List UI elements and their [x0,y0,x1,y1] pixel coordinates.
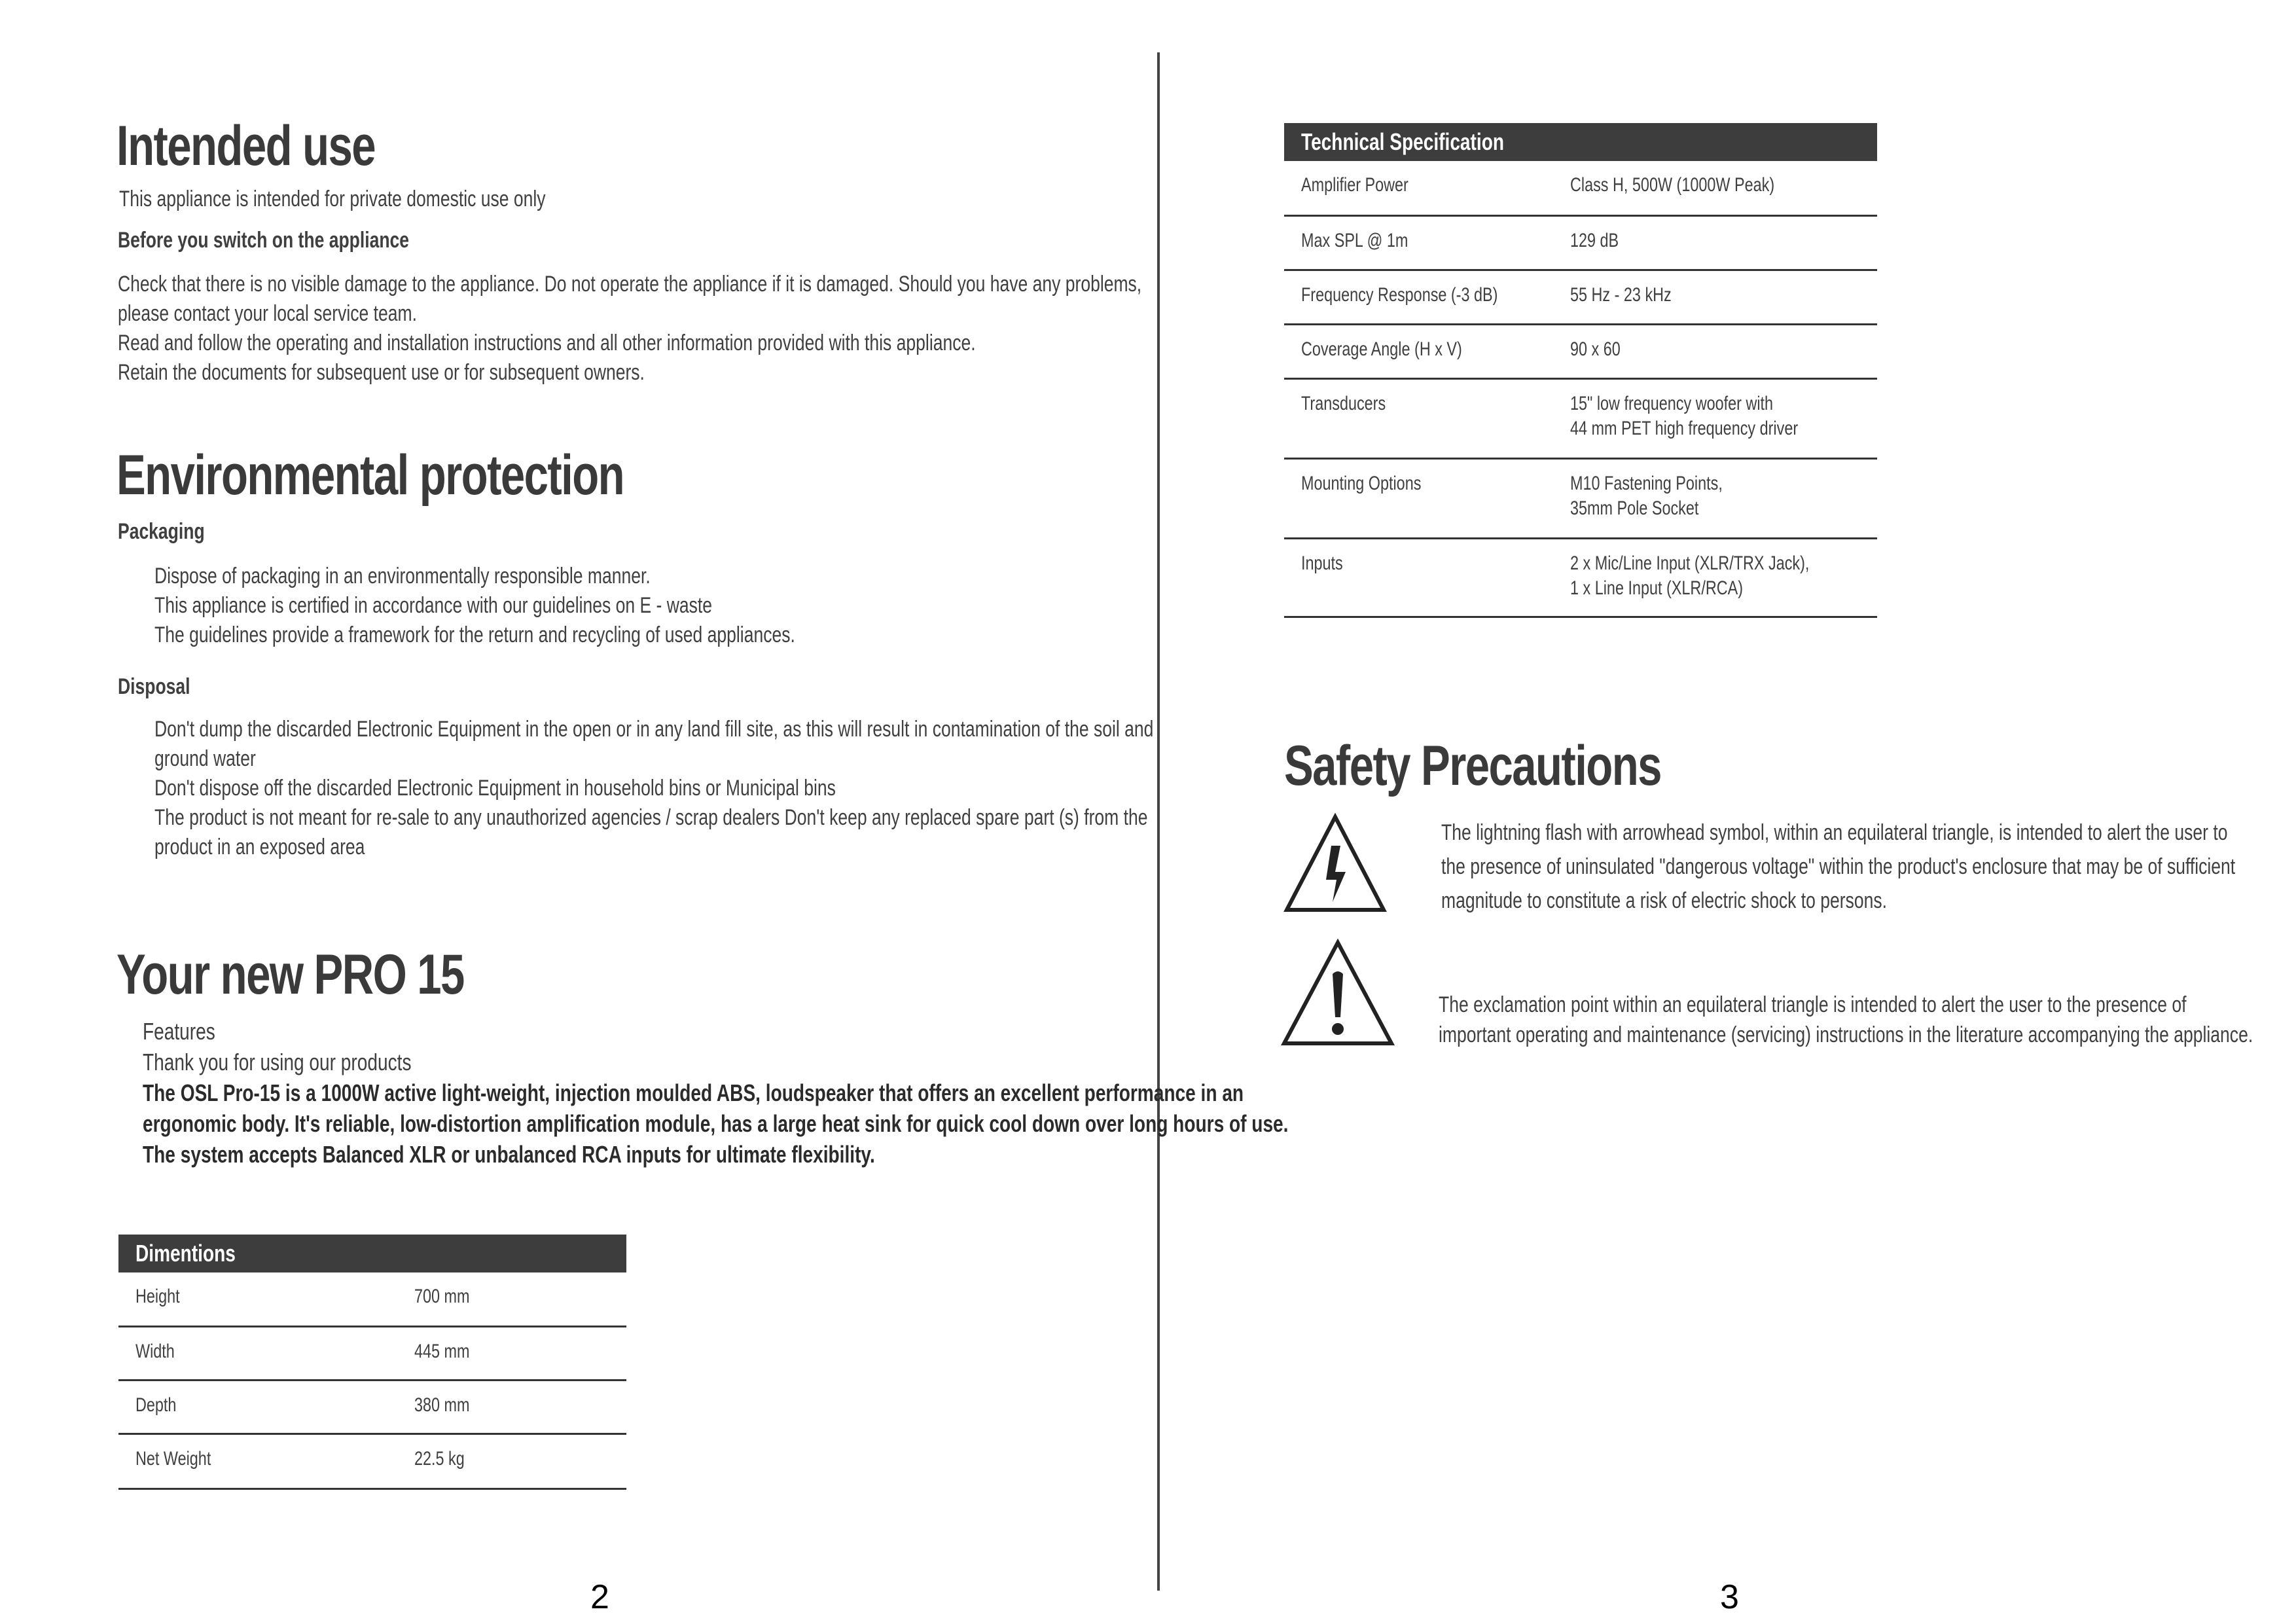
disposal-heading: Disposal [118,674,190,699]
table-row: Frequency Response (-3 dB) 55 Hz - 23 kHz [1284,270,1877,324]
exclamation-warning-text: The exclamation point within an equilateral triangle is intended to alert the user to the presence of important operating and maintenance (servicing) instructions in the literature accompanying the appliance. [1439,992,2253,1047]
page-number: 3 [1720,1578,1739,1616]
lightning-warning-icon [1283,812,1388,915]
page-number: 2 [590,1578,609,1616]
table-row: Inputs 2 x Mic/Line Input (XLR/TRX Jack), 1 x Line Input (XLR/RCA) [1284,538,1877,617]
pro15-features-text: Features Thank you for using our products The OSL Pro-15 is a 1000W active light-weight, injection moulded ABS, loudspeaker that offers an excellent performance in an ergonomic body. It's reliable, low-distortion amplification module, has a large heat sink for quick cool down over long hours of use. The system accepts Balanced XLR or unbalanced RCA inputs for ultimate flexibility. [143,1018,1289,1168]
before-switch-heading: Before you switch on the appliance [118,228,410,253]
table-row: Width 445 mm [118,1326,626,1380]
exclamation-warning-icon [1280,937,1395,1049]
table-row: Amplifier Power Class H, 500W (1000W Peak) [1284,161,1877,215]
table-row: Net Weight 22.5 kg [118,1434,626,1489]
table-row: Height 700 mm [118,1272,626,1326]
intended-use-heading: Intended use [117,115,375,177]
right-page [1158,0,2296,1624]
table-row: Max SPL @ 1m 129 dB [1284,215,1877,270]
packaging-text: Dispose of packaging in an environmentally responsible manner. This appliance is certified in accordance with our guidelines on E - waste The guidelines provide a framework for the return and recycling of used appliances. [154,564,795,647]
table-row: Depth 380 mm [118,1380,626,1434]
technical-specification-table [1284,123,1877,618]
table-row: Transducers 15" low frequency woofer with 44 mm PET high frequency driver [1284,378,1877,458]
intended-use-text: Check that there is no visible damage to the appliance. Do not operate the appliance if it is damaged. Should you have any problems, please contact your local service team. Read and follow the operating and installation instructions and all other information provided with this appliance. Retain the documents for subsequent use or for subsequent owners. [118,272,1142,385]
dimensions-table [118,1235,626,1490]
dimensions-table-header: Dimentions [118,1235,626,1272]
table-row: Mounting Options M10 Fastening Points, 35mm Pole Socket [1284,458,1877,538]
tech-spec-table-header: Technical Specification [1284,123,1877,161]
environmental-protection-heading: Environmental protection [117,444,624,507]
safety-precautions-heading: Safety Precautions [1284,734,1661,797]
lightning-warning-text: The lightning flash with arrowhead symbol, within an equilateral triangle, is intended to alert the user to the presence of uninsulated "dangerous voltage" within the product's enclosure that may be of sufficient magnitude to constitute a risk of electric shock to persons. [1441,820,2236,913]
domestic-use-note: This appliance is intended for private domestic use only [119,187,546,211]
packaging-heading: Packaging [118,519,205,544]
pro15-heading: Your new PRO 15 [117,943,464,1006]
disposal-text: Don't dump the discarded Electronic Equipment in the open or in any land fill site, as this will result in contamination of the soil and ground water Don't dispose off the discarded Electronic Equipment in household bins or Municipal bins The product is not meant for re-sale to any unauthorized agencies / scrap dealers Don't keep any replaced spare part (s) from the product in an exposed area [154,717,1154,859]
table-row: Coverage Angle (H x V) 90 x 60 [1284,324,1877,378]
